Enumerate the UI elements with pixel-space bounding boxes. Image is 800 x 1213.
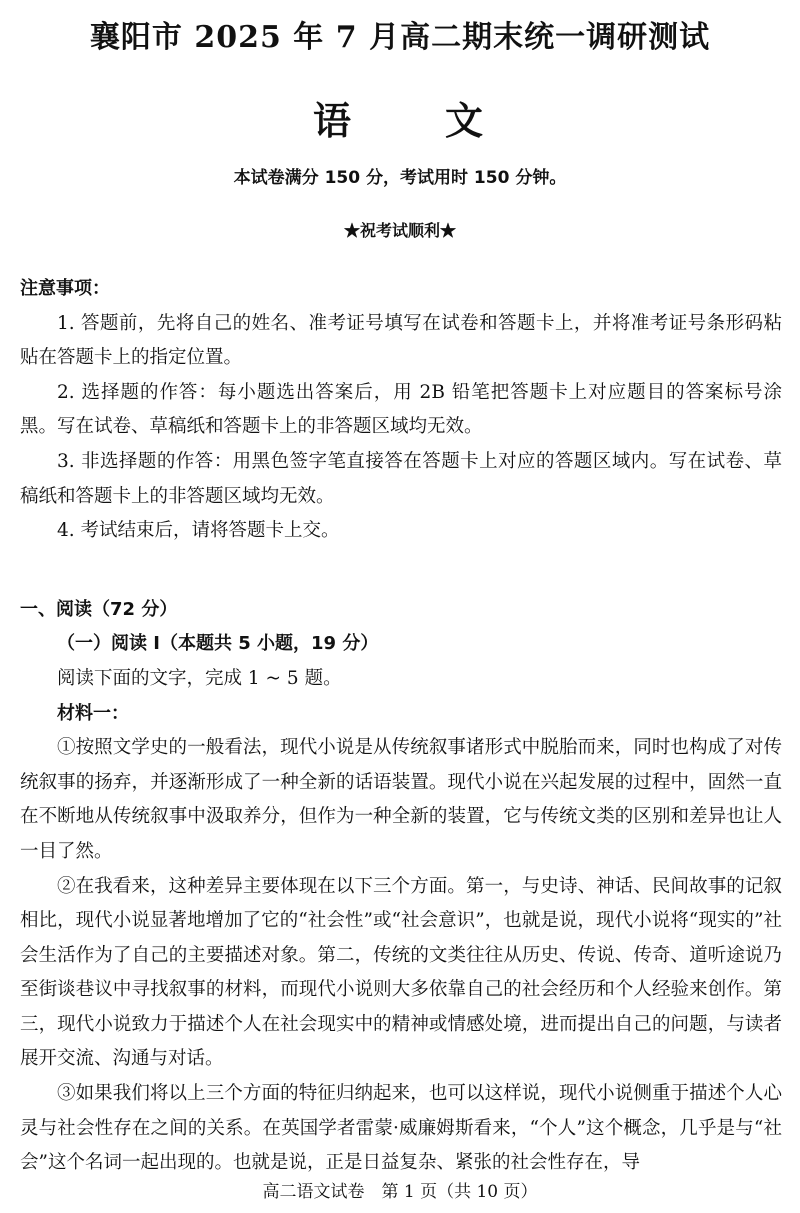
material-label: 材料一： [57, 702, 129, 724]
exam-title: 襄阳市 2025 年 7 月高二期末统一调研测试 [89, 20, 711, 55]
note-item: 3. 非选择题的作答：用黑色签字笔直接答在答题卡上对应的答题区域内。写在试卷、草稿纸和答题卡上的非答题区域均无效。 [20, 450, 782, 507]
subject-char-right: 文 [445, 98, 488, 143]
exam-info: 本试卷满分 150 分，考试用时 150 分钟。 [233, 168, 567, 188]
note-item: 1. 答题前，先将自己的姓名、准考证号填写在试卷和答题卡上，并将准考证号条形码粘贴在答题卡上的指定位置。 [20, 312, 782, 369]
note-item: 2. 选择题的作答：每小题选出答案后，用 2B 铅笔把答题卡上对应题目的答案标号涂黑。写在试卷、草稿纸和答题卡上的非答题区域均无效。 [20, 381, 782, 438]
notes-heading: 注意事项： [20, 278, 110, 299]
sub-section-heading: （一）阅读 Ⅰ（本题共 5 小题，19 分） [57, 633, 379, 655]
passage-paragraph: ②在我看来，这种差异主要体现在以下三个方面。第一，与史诗、神话、民间故事的记叙相比，现代小说显著地增加了它的“社会性”或“社会意识”，也就是说，现代小说将“现实的”社会生活作为了自己的主要描述对象。第二，传统的文类往往从历史、传说、传奇、道听途说乃至街谈巷议中寻找叙事的材料，而现代小说则大多依靠自己的社会经历和个人经验来创作。第三，现代小说致力于描述个人在社会现实中的精神或情感处境，进而提出自己的问题，与读者展开交流、沟通与对话。 [20, 875, 782, 1070]
passage-paragraph: ③如果我们将以上三个方面的特征归纳起来，也可以这样说，现代小说侧重于描述个人心灵与社会性存在之间的关系。在英国学者雷蒙·威廉姆斯看来，“个人”这个概念，几乎是与“社会”这个名词一起出现的。也就是说，正是日益复杂、紧张的社会性存在，导 [20, 1083, 782, 1174]
exam-content [20, 272, 782, 1181]
reading-instruction: 阅读下面的文字，完成 1 ~ 5 题。 [57, 667, 342, 689]
good-luck-line: ★祝考试顺利★ [343, 221, 456, 240]
passage-paragraph: ①按照文学史的一般看法，现代小说是从传统叙事诸形式中脱胎而来，同时也构成了对传统叙事的扬弃，并逐渐形成了一种全新的话语装置。现代小说在兴起发展的过程中，固然一直在不断地从传统叙事中汲取养分，但作为一种全新的装置，它与传统文类的区别和差异也让人一目了然。 [20, 737, 782, 862]
subject-char-left: 语 [312, 98, 355, 143]
page-footer: 高二语文试卷 第 1 页（共 10 页） [262, 1182, 538, 1202]
note-item: 4. 考试结束后，请将答题卡上交。 [57, 520, 340, 542]
section-heading: 一、阅读（72 分） [20, 598, 178, 620]
subject-title [0, 90, 800, 145]
